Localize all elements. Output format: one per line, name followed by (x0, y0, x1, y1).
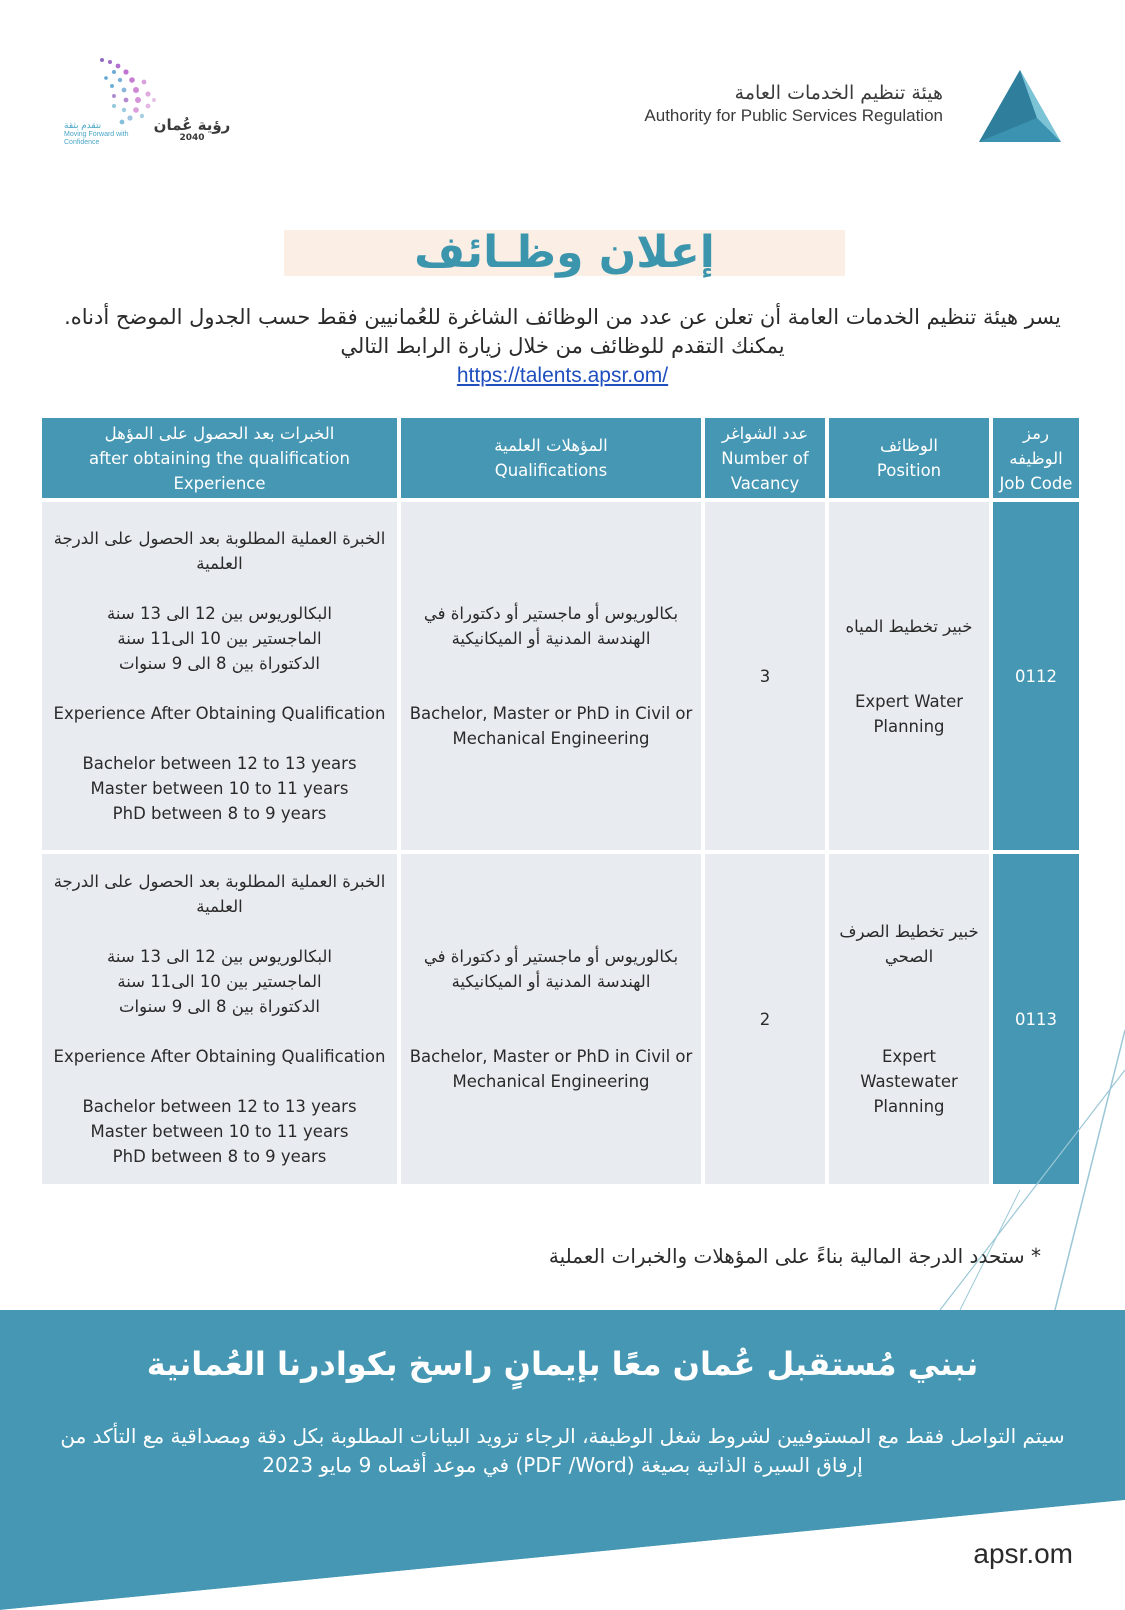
org-name (644, 82, 943, 126)
position-cell: خبير تخطيط المياه Expert Water Planning (829, 502, 989, 850)
website-link[interactable]: apsr.om (973, 1538, 1073, 1569)
experience-cell: الخبرة العملية المطلوبة بعد الحصول على الدرجة العلمية البكالوريوس بين 12 الى 13 سنة الماجستير بين 10 الى11 سنة الدكتوراة بين 8 الى 9 سنوات Experience After Obtaining Qualification Bachelor between 12 to 13 years Master between 10 to 11 years PhD between 8 to 9 years (42, 502, 397, 850)
footer-slogan: نبني مُستقبل عُمان معًا بإيمانٍ راسخ بكوادرنا العُمانية (146, 1345, 979, 1383)
header-position: الوظائف Position (829, 418, 989, 498)
page-title: إعلان وظـائف (414, 227, 715, 278)
header-job-code: رمز الوظيفه Job Code (993, 418, 1079, 498)
salary-note: * ستحدد الدرجة المالية بناءً على المؤهلات والخبرات العملية (548, 1244, 1041, 1268)
table-header-row (42, 418, 1079, 498)
table-row (42, 502, 1079, 850)
vacancy-cell: 2 (705, 854, 825, 1184)
vision-name: رؤية عُمان 2040 (153, 116, 231, 143)
position-cell: خبير تخطيط الصرف الصحي Expert Wastewater Planning (829, 854, 989, 1184)
vacancy-cell: 3 (705, 502, 825, 850)
vision-tagline: نتقدم بثقة Moving Forward with Confidence (64, 120, 129, 146)
qualifications-cell: بكالوريوس أو ماجستير أو دكتوراة في الهندسة المدنية أو الميكانيكية Bachelor, Master or PhD in Civil or Mechanical Engineering (401, 502, 701, 850)
intro-text: يسر هيئة تنظيم الخدمات العامة أن تعلن عن عدد من الوظائف الشاغرة للعُمانيين فقط حسب الجدول الموضح أدناه. يمكنك التقدم للوظائف من خلال زيارة الرابط التالي (64, 305, 1061, 358)
job-code-cell: 0112 (993, 502, 1079, 850)
qualifications-cell: بكالوريوس أو ماجستير أو دكتوراة في الهندسة المدنية أو الميكانيكية Bachelor, Master or PhD in Civil or Mechanical Engineering (401, 854, 701, 1184)
apsr-triangle-logo-icon (977, 68, 1063, 144)
job-code-cell: 0113 (993, 854, 1079, 1184)
org-name-ar: هيئة تنظيم الخدمات العامة (734, 82, 943, 104)
footer-note: سيتم التواصل فقط مع المستوفيين لشروط شغل الوظيفة، الرجاء تزويد البيانات المطلوبة بكل دقة ومصداقية مع التأكد من إرفاق السيرة الذاتية بصيغة (PDF /Word) في موعد أقصاه 9 مايو 2023 (60, 1424, 1065, 1477)
header-vacancy: عدد الشواغر Number of Vacancy (705, 418, 825, 498)
vision-dots-icon (100, 58, 156, 124)
header-experience: الخبرات بعد الحصول على المؤهل after obtaining the qualification Experience (42, 418, 397, 498)
org-name-en: Authority for Public Services Regulation (644, 106, 943, 125)
experience-cell: الخبرة العملية المطلوبة بعد الحصول على الدرجة العلمية البكالوريوس بين 12 الى 13 سنة الماجستير بين 10 الى11 سنة الدكتوراة بين 8 الى 9 سنوات Experience After Obtaining Qualification Bachelor between 12 to 13 years Master between 10 to 11 years PhD between 8 to 9 years (42, 854, 397, 1184)
header-qualifications: المؤهلات العلمية Qualifications (401, 418, 701, 498)
apply-link[interactable]: https://talents.apsr.om/ (456, 364, 669, 387)
